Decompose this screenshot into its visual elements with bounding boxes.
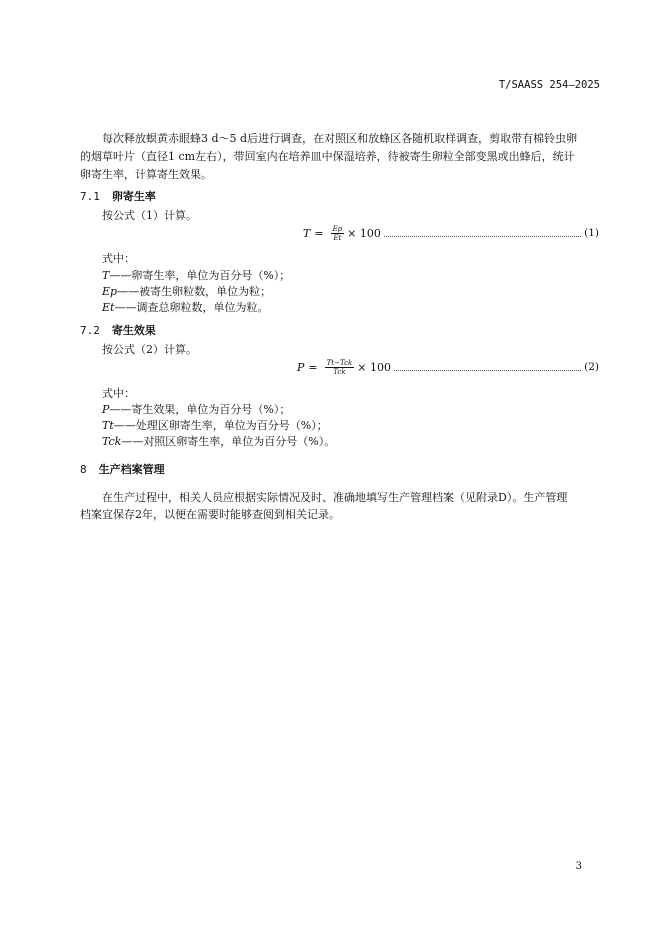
where-label-2: 式中： [102,387,135,400]
definition-Tt [102,417,328,434]
def-text: ——对照区卵寄生率，单位为百分号（%）。 [121,435,336,448]
section-number: 7.2 [80,324,100,337]
intro-line-3: 卵寄生率，计算寄生效果。 [80,168,212,181]
dot-leader [394,364,581,371]
def-symbol: Tt [102,419,114,432]
def-symbol: P [102,403,110,416]
definition-Ep [102,283,271,300]
intro-line-2: 的烟草叶片（直径1 cm左右），带回室内在培养皿中保湿培养，待被寄生卵粒全部变黑或出蜂后，统计 [80,150,575,163]
formula-2-instruction: 按公式（2）计算。 [102,343,197,356]
formula-1-instruction: 按公式（1）计算。 [102,209,197,222]
equals-sign: = [314,226,324,240]
standard-code: T/SAASS 254—2025 [498,79,600,91]
intro-line-1: 每次释放螟黄赤眼蜂3 d～5 d后进行调查，在对照区和放蜂区各随机取样调查，剪取带有棉铃虫卵 [102,132,578,145]
multiplier: × 100 [347,226,381,240]
section-number: 7.1 [80,190,100,203]
fraction [331,225,345,242]
where-label-1: 式中： [102,252,135,265]
def-text: ——处理区卵寄生率，单位为百分号（%）； [113,419,328,432]
section-8-line-1: 在生产过程中，相关人员应根据实际情况及时、准确地填写生产管理档案（见附录D）。生产管理 [102,491,568,504]
def-text: ——卵寄生率，单位为百分号（%）； [109,269,291,282]
denominator: Tck [333,367,346,376]
def-text: ——调查总卵粒数，单位为粒。 [114,301,269,314]
def-symbol: Et [102,301,115,314]
equals-sign: = [308,360,318,374]
section-title: 生产档案管理 [98,463,165,476]
dot-leader [384,230,581,237]
numerator: Tt−Tck [326,358,353,367]
section-7-1-heading [80,188,156,204]
section-number: 8 [80,463,87,476]
formula-lhs: P [297,360,305,374]
def-symbol: Tck [102,435,122,448]
formula-1 [303,222,599,244]
def-symbol: T [102,269,110,282]
def-text: ——寄生效果，单位为百分号（%）； [109,403,291,416]
section-title: 寄生效果 [111,324,156,337]
definition-P [102,401,290,418]
section-8-heading [80,461,165,477]
definition-Et [102,299,268,316]
section-title: 卵寄生率 [111,190,156,203]
definition-T [102,267,290,284]
def-text: ——被寄生卵粒数，单位为粒； [117,285,272,298]
fraction [325,359,355,376]
formula-lhs: T [303,226,311,240]
def-symbol: Ep [102,285,118,298]
page-number: 3 [575,861,582,872]
formula-number: (1) [584,227,599,239]
section-7-2-heading [80,322,156,338]
denominator: Et [333,233,342,242]
formula-number: (2) [584,361,599,373]
section-8-line-2: 档案宜保存2年，以便在需要时能够查阅到相关记录。 [80,508,340,521]
definition-Tck [102,433,335,450]
numerator: Ep [332,224,343,233]
multiplier: × 100 [357,360,391,374]
formula-2 [297,356,599,378]
